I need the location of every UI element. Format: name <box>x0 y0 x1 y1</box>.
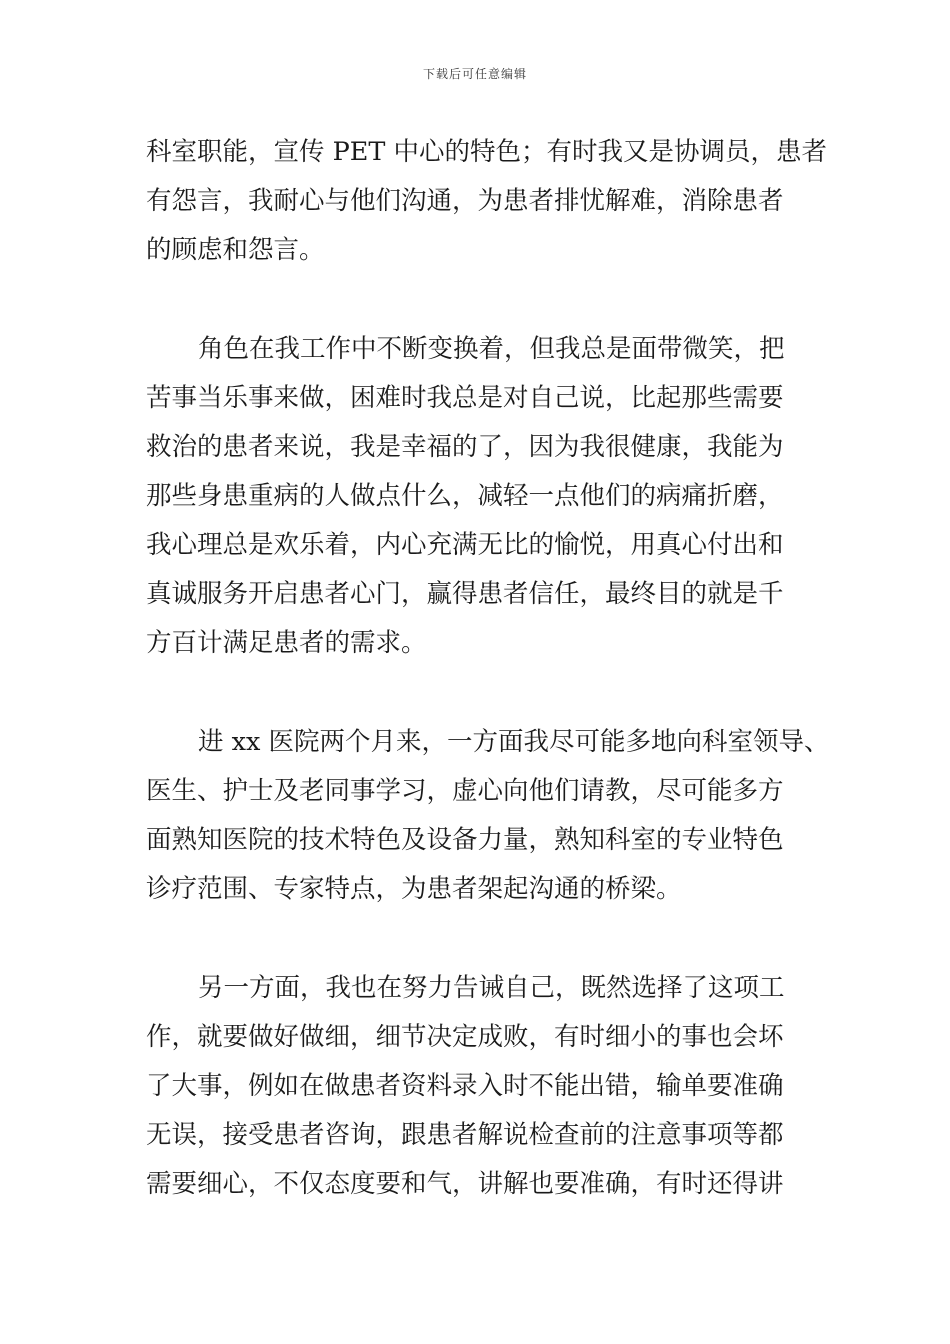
text-line: 真诚服务开启患者心门，赢得患者信任，最终目的就是千 <box>146 579 784 609</box>
text-line: 面熟知医院的技术特色及设备力量，熟知科室的专业特色 <box>146 825 784 855</box>
text-line: 医生、护士及老同事学习，虚心向他们请教，尽可能多方 <box>146 776 784 806</box>
paragraph-spacer <box>146 914 816 964</box>
paragraph-spacer <box>146 668 816 718</box>
paragraph-spacer <box>146 275 816 325</box>
text-line: 进 xx 医院两个月来，一方面我尽可能多地向科室领导、 <box>198 727 830 757</box>
text-line: 诊疗范围、专家特点，为患者架起沟通的桥梁。 <box>146 874 682 904</box>
text-line: 有怨言，我耐心与他们沟通，为患者排忧解难，消除患者 <box>146 186 784 216</box>
paragraph-3 <box>146 718 830 914</box>
text-line: 了大事，例如在做患者资料录入时不能出错，输单要准确 <box>146 1071 784 1101</box>
text-line: 救治的患者来说，我是幸福的了，因为我很健康，我能为 <box>146 432 784 462</box>
text-line: 苦事当乐事来做，困难时我总是对自己说，比起那些需要 <box>146 383 784 413</box>
text-line: 无误，接受患者咨询，跟患者解说检查前的注意事项等都 <box>146 1120 784 1150</box>
text-line: 那些身患重病的人做点什么，减轻一点他们的病痛折磨， <box>146 481 784 511</box>
paragraph-1 <box>146 128 827 275</box>
page-header: 下载后可任意编辑 <box>422 67 527 81</box>
text-line: 的顾虑和怨言。 <box>146 235 325 265</box>
text-line: 作，就要做好做细，细节决定成败，有时细小的事也会坏 <box>146 1022 784 1052</box>
text-line: 另一方面，我也在努力告诫自己，既然选择了这项工 <box>198 973 785 1003</box>
text-line: 角色在我工作中不断变换着，但我总是面带微笑，把 <box>198 334 785 364</box>
paragraph-4 <box>146 964 816 1209</box>
text-line: 我心理总是欢乐着，内心充满无比的愉悦，用真心付出和 <box>146 530 784 560</box>
text-line: 需要细心，不仅态度要和气，讲解也要准确，有时还得讲 <box>146 1169 784 1199</box>
text-line: 科室职能，宣传 PET 中心的特色；有时我又是协调员，患者 <box>146 137 827 167</box>
document-body <box>146 128 830 1209</box>
text-line: 方百计满足患者的需求。 <box>146 628 427 658</box>
paragraph-2 <box>146 325 816 668</box>
